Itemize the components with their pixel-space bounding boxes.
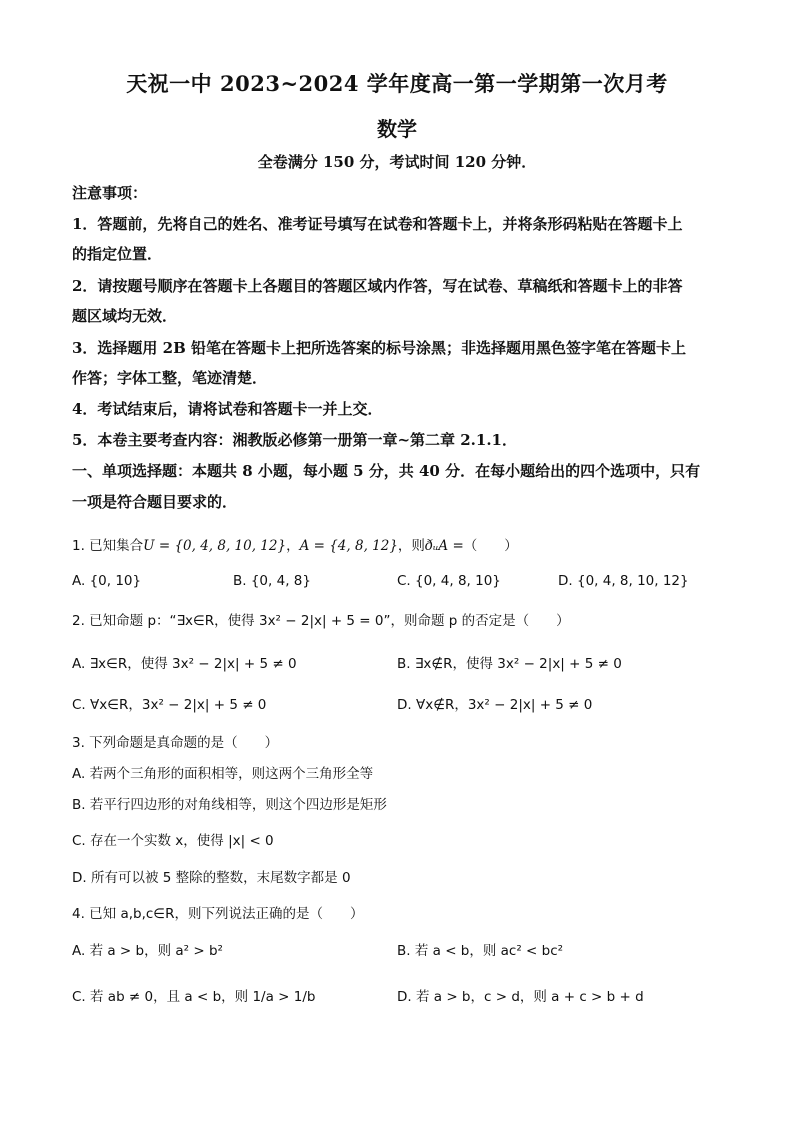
question-4-stem: 4. 已知 a,b,c∈R，则下列说法正确的是（ ） [72,906,364,922]
question-1-stem: 1. 已知集合U = {0, 4, 8, 10, 12}，A = {4, 8, 12}，则ðᵤA =（ ） [72,538,518,554]
question-1-option-a[interactable]: A. {0, 10} [72,573,142,589]
notice-line-8: 5．本卷主要考查内容：湘教版必修第一册第一章~第二章 2.1.1． [72,431,517,449]
question-4-option-a[interactable]: A. 若 a > b，则 a² > b² [72,943,223,959]
question-2-option-d[interactable]: D. ∀x∉R，3x² − 2|x| + 5 ≠ 0 [397,697,593,713]
question-3-option-d[interactable]: D. 所有可以被 5 整除的整数，末尾数字都是 0 [72,870,351,886]
question-3-option-b[interactable]: B. 若平行四边形的对角线相等，则这个四边形是矩形 [72,797,387,813]
question-2-stem: 2. 已知命题 p：“∃x∈R，使得 3x² − 2|x| + 5 = 0”，则命题 p 的否定是（ ） [72,613,570,629]
question-2-option-a[interactable]: A. ∃x∈R，使得 3x² − 2|x| + 5 ≠ 0 [72,656,297,672]
exam-subject: 数学 [377,117,417,141]
question-1-option-d[interactable]: D. {0, 4, 8, 10, 12} [558,573,689,589]
question-4-option-d[interactable]: D. 若 a > b，c > d，则 a + c > b + d [397,989,644,1005]
question-2-option-c[interactable]: C. ∀x∈R，3x² − 2|x| + 5 ≠ 0 [72,697,267,713]
section-heading-line-1: 一、单项选择题：本题共 8 小题，每小题 5 分，共 40 分．在每小题给出的四个选项中，只有 [72,462,701,480]
question-1-option-c[interactable]: C. {0, 4, 8, 10} [397,573,501,589]
question-1-option-b[interactable]: B. {0, 4, 8} [233,573,311,589]
question-3-option-a[interactable]: A. 若两个三角形的面积相等，则这两个三角形全等 [72,766,374,782]
notice-line-1: 1．答题前，先将自己的姓名、准考证号填写在试卷和答题卡上，并将条形码粘贴在答题卡上 [72,215,683,233]
section-heading-line-2: 一项是符合题目要求的． [72,493,238,511]
notice-line-2: 的指定位置． [72,245,163,263]
question-3-option-c[interactable]: C. 存在一个实数 x，使得 |x| < 0 [72,833,274,849]
question-3-stem: 3. 下列命题是真命题的是（ ） [72,735,279,751]
question-4-option-c[interactable]: C. 若 ab ≠ 0，且 a < b，则 1/a > 1/b [72,989,316,1005]
notice-line-3: 2．请按题号顺序在答题卡上各题目的答题区域内作答，写在试卷、草稿纸和答题卡上的非答 [72,277,683,295]
question-2-option-b[interactable]: B. ∃x∉R，使得 3x² − 2|x| + 5 ≠ 0 [397,656,622,672]
notice-heading: 注意事项： [72,184,148,202]
notice-line-7: 4．考试结束后，请将试卷和答题卡一并上交． [72,400,383,418]
full-mark-info: 全卷满分 150 分，考试时间 120 分钟． [257,153,537,171]
notice-line-5: 3．选择题用 2B 铅笔在答题卡上把所选答案的标号涂黑；非选择题用黑色签字笔在答题卡上 [72,339,687,357]
exam-title: 天祝一中 2023~2024 学年度高一第一学期第一次月考 [126,71,668,96]
notice-line-4: 题区域均无效． [72,307,178,325]
question-4-option-b[interactable]: B. 若 a < b，则 ac² < bc² [397,943,564,959]
notice-line-6: 作答；字体工整，笔迹清楚． [72,369,268,387]
